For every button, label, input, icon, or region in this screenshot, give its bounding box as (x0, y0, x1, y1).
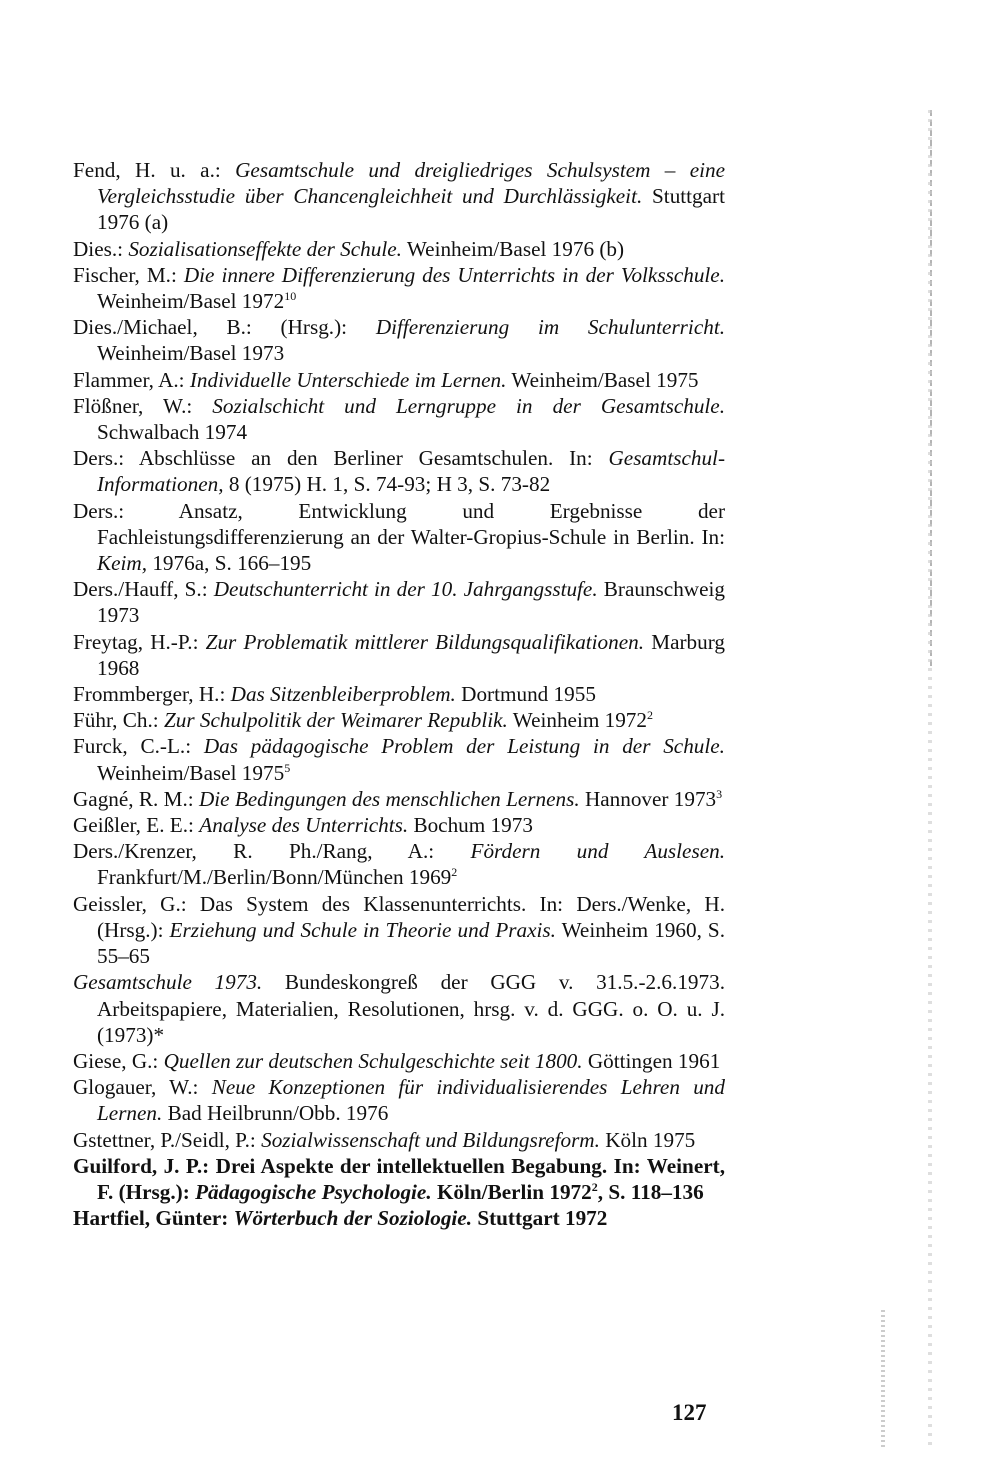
entry-publication: Weinheim 1972 (507, 708, 647, 733)
entry-author: Gstettner, P./Seidl, P.: (73, 1127, 262, 1152)
entry-title: Keim, (97, 551, 148, 576)
entry-publication: Köln 1975 (599, 1127, 696, 1152)
entry-publication: Schwalbach 1974 (97, 420, 248, 445)
bibliography-entry (73, 1048, 725, 1074)
entry-title: Pädagogische Psychologie. (195, 1179, 432, 1204)
entry-title: Die innere Differenzierung des Unterrichts in der Volksschule. (183, 262, 726, 287)
bibliography-entry (73, 236, 725, 262)
entry-edition: 3 (716, 786, 723, 801)
bibliography-entry (73, 498, 725, 577)
entry-publication: Frankfurt/M./Berlin/Bonn/München 1969 (97, 865, 452, 890)
bibliography-list (73, 157, 725, 1231)
bibliography-entry (73, 1074, 725, 1126)
bibliography-entry (73, 367, 725, 393)
page-number: 127 (672, 1400, 707, 1425)
entry-author: Fischer, M.: (73, 262, 184, 287)
entry-title: Deutschunterricht in der 10. Jahrgangsstufe. (213, 577, 598, 602)
entry-author: Ders./Hauff, S.: (73, 577, 214, 602)
entry-publication: Marburg 1968 (97, 629, 725, 680)
entry-author: Dies./Michael, B.: (Hrsg.): (73, 315, 376, 340)
entry-author: Dies.: (73, 236, 129, 261)
entry-author: Freytag, H.-P.: (73, 629, 206, 654)
entry-author: Hartfiel, Günter: (73, 1206, 234, 1231)
entry-edition: 2 (591, 1179, 598, 1194)
entry-title: Zur Problematik mittlerer Bildungsqualifikationen. (205, 629, 645, 654)
entry-publication: Köln/Berlin 1972 (431, 1179, 592, 1204)
entry-publication: 1976a, S. 166–195 (147, 551, 312, 576)
entry-author: Frommberger, H.: (73, 682, 231, 707)
entry-publication: Weinheim/Basel 1975 (506, 367, 699, 392)
bibliography-entry (73, 786, 725, 812)
entry-title: Das pädagogische Problem der Leistung in der Schule. (203, 734, 725, 759)
bibliography-entry (73, 1153, 725, 1205)
entry-publication: Bochum 1973 (408, 813, 533, 838)
scan-edge-artifact (881, 1310, 885, 1450)
entry-edition: 5 (284, 760, 291, 775)
entry-publication: Braunschweig 1973 (97, 577, 725, 628)
entry-publication: Weinheim/Basel 1975 (97, 760, 285, 785)
entry-title: Sozialwissenschaft und Bildungsreform. (261, 1127, 600, 1152)
entry-author: Flößner, W.: (73, 393, 213, 418)
entry-pages: , S. 118–136 (597, 1179, 704, 1204)
entry-title: Individuelle Unterschiede im Lernen. (189, 367, 507, 392)
bibliography-entry (73, 393, 725, 445)
entry-title: Erziehung und Schule in Theorie und Praxis. (169, 917, 556, 942)
entry-title: Analyse des Unterrichts. (199, 813, 409, 838)
bibliography-entry (73, 812, 725, 838)
bibliography-entry (73, 314, 725, 366)
entry-publication: Stuttgart 1972 (472, 1206, 608, 1231)
entry-author: Ders.: Ansatz, Entwicklung und Ergebnisse der Fachleistungsdifferenzierung an der Walter-Gropius-Schule in Berlin. In: (73, 498, 725, 549)
bibliography-entry (73, 576, 725, 628)
bibliography-entry (73, 262, 725, 314)
entry-author: Geißler, E. E.: (73, 813, 200, 838)
entry-author: Fend, H. u. a.: (73, 158, 236, 182)
entry-author: Glogauer, W.: (73, 1075, 212, 1100)
entry-title: Fördern und Auslesen. (470, 839, 725, 864)
entry-title: Gesamtschul-Informationen, (97, 446, 725, 497)
entry-title: Sozialschicht und Lerngruppe in der Gesamtschule. (212, 393, 726, 418)
bibliography-entry (73, 838, 725, 890)
entry-title: Gesamtschule und dreigliedriges Schulsystem – eine Vergleichsstudie über Chancengleichheit und Durchlässigkeit. (97, 158, 725, 209)
entry-author: Furck, C.-L.: (73, 734, 204, 759)
entry-publication: Weinheim 1960, S. 55–65 (97, 917, 725, 969)
entry-title: Gesamtschule 1973. (73, 970, 263, 995)
entry-publication: Hannover 1973 (579, 786, 717, 811)
entry-author: Guilford, J. P.: Drei Aspekte der intellektuellen Begabung. In: Weinert, F. (Hrsg.): (73, 1153, 725, 1204)
bibliography-entry (73, 1205, 725, 1231)
bibliography-entry (73, 707, 725, 733)
entry-author: Ders.: Abschlüsse an den Berliner Gesamtschulen. In: (73, 446, 609, 471)
entry-author: Giese, G.: (73, 1048, 164, 1073)
bibliography-entry (73, 681, 725, 707)
bibliography-entry (73, 157, 725, 236)
entry-title: Das Sitzenbleiberproblem. (230, 682, 456, 707)
bibliography-entry (73, 733, 725, 785)
entry-publication: Weinheim/Basel 1976 (b) (401, 236, 625, 261)
entry-publication: Dortmund 1955 (455, 682, 596, 707)
entry-author: Flammer, A.: (73, 367, 190, 392)
entry-edition: 10 (284, 288, 297, 303)
bibliography-entry (73, 969, 725, 1048)
entry-publication: Weinheim/Basel 1972 (97, 289, 285, 314)
entry-publication: Göttingen 1961 (582, 1048, 721, 1073)
entry-title: Neue Konzeptionen für individualisierendes Lehren und Lernen. (97, 1075, 725, 1126)
entry-publication: 8 (1975) H. 1, S. 74-93; H 3, S. 73-82 (223, 472, 551, 497)
entry-edition: 2 (647, 708, 653, 723)
bibliography-entry (73, 1127, 725, 1153)
entry-publication: Bad Heilbrunn/Obb. 1976 (162, 1101, 389, 1126)
entry-title: Wörterbuch der Soziologie. (233, 1206, 473, 1231)
scan-edge-artifact (928, 110, 932, 1450)
entry-author: Gagné, R. M.: (73, 786, 199, 811)
entry-publication: Stuttgart 1976 (a) (97, 184, 725, 235)
entry-title: Quellen zur deutschen Schulgeschichte seit 1800. (163, 1048, 583, 1073)
bibliography-entry (73, 891, 725, 970)
entry-title: Differenzierung im Schulunterricht. (375, 315, 725, 340)
entry-publication: Bundeskongreß der GGG v. 31.5.-2.6.1973. Arbeitspapiere, Materialien, Resolutionen, hrsg. v. d. GGG. o. O. u. J. (1973)* (97, 970, 725, 1047)
entry-author: Geissler, G.: Das System des Klassenunterrichts. In: Ders./Wenke, H. (Hrsg.): (73, 891, 725, 942)
entry-edition: 2 (451, 865, 458, 880)
entry-author: Ders./Krenzer, R. Ph./Rang, A.: (73, 839, 471, 864)
entry-title: Die Bedingungen des menschlichen Lernens. (198, 786, 580, 811)
bibliography-entry (73, 629, 725, 681)
entry-publication: Weinheim/Basel 1973 (97, 341, 285, 366)
entry-author: Führ, Ch.: (73, 708, 164, 733)
bibliography-entry (73, 445, 725, 497)
entry-title: Sozialisationseffekte der Schule. (128, 236, 402, 261)
entry-title: Zur Schulpolitik der Weimarer Republik. (163, 708, 508, 733)
